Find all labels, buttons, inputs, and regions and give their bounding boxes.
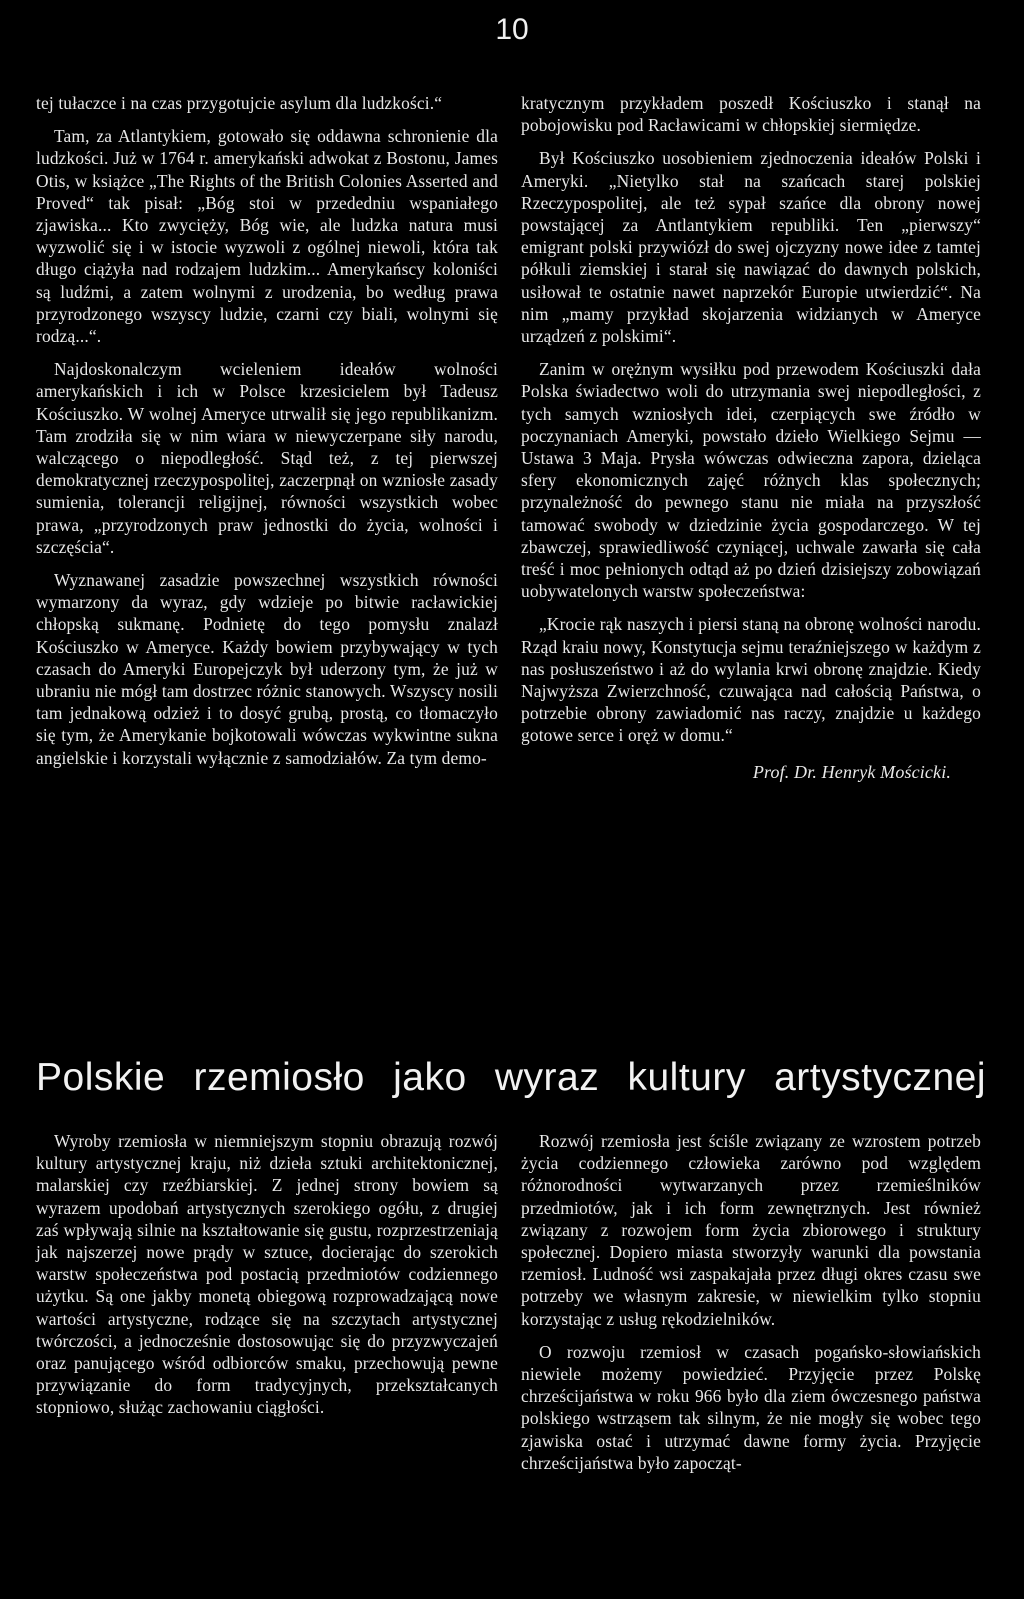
paragraph: Wyznawanej zasadzie powszechnej wszystkich równości wymarzony da wyraz, gdy wdzieje po bitwie racławickiej chłopską sukmanę. Podnietę do tego pomysłu znalazł Kościuszko w Ameryce. Każdy bowiem przybywający w tych czasach do Ameryki Europejczyk był uderzony tym, że już w ubraniu nie mógł tam dostrzec różnic stanowych. Wszyscy nosili tam jednakową odzież i to dosyć grubą, prostą, co tłomaczyło się tym, że Amerykanie bojkotowali wówczas wykwintne sukna angielskie i korzystali wyłącznie z samodziałów. Za tym demo- (36, 570, 498, 768)
article-column-right (521, 1130, 981, 1485)
paragraph: kratycznym przykładem poszedł Kościuszko i stanął na pobojowisku pod Racławicami w chłopskiej siermiędze. (521, 93, 981, 136)
article-column-left (36, 92, 498, 780)
article-column-right (521, 92, 981, 794)
paragraph: Był Kościuszko uosobieniem zjednoczenia ideałów Polski i Ameryki. „Nietylko stał na szańcach starej polskiej Rzeczypospolitej, ale też sypał szańce dla obrony nowej powstającej za Antlantykiem republiki. Ten „pierwszy“ emigrant polski przywiózł do swej ojczyzny nowe idee z tamtej półkuli ziemskiej i starał się nawiązać do dawnych polskich, usiłował te ostatnie nawet naprzekór Europie utwierdzić“. Na nim „mamy przykład skojarzenia widzianych w Ameryce urządzeń z polskimi“. (521, 148, 981, 347)
section-heading: Polskie rzemiosło jako wyraz kultury artystycznej (36, 1056, 986, 1099)
paragraph: Wyroby rzemiosła w niemniejszym stopniu obrazują rozwój kultury artystycznej kraju, niż dzieła sztuki architektonicznej, malarskiej czy rzeźbiarskiej. Z jednej strony bowiem są wyrazem upodobań artystycznych szerokiego ogółu, z drugiej zaś wpływają silnie na kształtowanie się gustu, rozprzestrzeniają jak najszerzej nowe prądy w sztuce, docierając do szerokich warstw społeczeństwa pod postacią przedmiotów codziennego użytku. Są one jakby monetą obiegową rozprowadzającą nowe wartości artystyczne, rodzące się na szczytach artystycznej twórczości, a jednocześnie dostosowując się do przyzwyczajeń oraz panującego wśród odbiorców smaku, przechowują pewne przywiązanie do form tradycyjnych, przekształcanych stopniowo, służąc zachowaniu ciągłości. (36, 1131, 498, 1418)
paragraph: Tam, za Atlantykiem, gotowało się oddawna schronienie dla ludzkości. Już w 1764 r. amerykański adwokat z Bostonu, James Otis, w książce „The Rights of the British Colonies Asserted and Proved“ tak pisał: „Bóg stoi w przededniu wspaniałego zjawiska... Kto zwycięży, Bóg wie, ale ludzka natura musi wyzwolić się i w istocie wyzwoli z ogólnej niewoli, która tak długo ciążyła nad rodzajem ludzkim... Amerykańscy koloniści są ludźmi, a zatem wolnymi z urodzenia, bo według prawa przyrodzonego wszyscy ludzie, czarni czy biali, wolnymi się rodzą...“. (36, 126, 498, 347)
paragraph: O rozwoju rzemiosł w czasach pogańsko-słowiańskich niewiele możemy powiedzieć. Przyjęcie przez Polskę chrześcijaństwa w roku 966 było dla ziem ówczesnego państwa polskiego wstrząsem tak silnym, że nie mogły się wobec tego zjawiska ostać i utrzymać dawne formy życia. Przyjęcie chrześcijaństwa było zapocząt- (521, 1341, 981, 1473)
quotation-paragraph: „Krocie rąk naszych i piersi staną na obronę wolności narodu. Rząd kraiu nowy, Konstytucja sejmu teraźniejszego w każdym z nas posłuszeństwo i aż do wylania krwi obronę znajdzie. Kiedy Najwyższa Zwierzchność, czuwająca nad całością Państwa, o potrzebie obrony zawiadomić nas raczy, znajdzie u każdego gotowe serce i oręż w domu.“ (521, 614, 981, 746)
paragraph: Najdoskonalczym wcieleniem ideałów wolności amerykańskich i ich w Polsce krzesicielem był Tadeusz Kościuszko. W wolnej Ameryce utrwalił się jego republikanizm. Tam zrodziła się w nim wiara w niewyczerpane siły narodu, walczącego o niepodległość. Stąd też, z tej pierwszej demokratycznej rzeczypospolitej, zaczerpnął on wzniosłe zasady sumienia, tolerancji religijnej, równości wszystkich wobec prawa, „przyrodzonych praw jednostki do życia, wolności i szczęścia“. (36, 359, 498, 557)
page-number: 10 (495, 13, 529, 46)
author-signature: Prof. Dr. Henryk Mościcki. (752, 761, 951, 782)
article-column-left (36, 1130, 498, 1430)
paragraph: Zanim w orężnym wysiłku pod przewodem Kościuszki dała Polska świadectwo woli do utrzymania swej niepodległości, z tych samych wzniosłych idei, czerpiących swe źródło w poczynaniach Ameryki, powstało dzieło Wielkiego Sejmu — Ustawa 3 Maja. Prysła wówczas odwieczna zapora, dzieląca sfery ekonomicznych zajęć różnych klas społecznych; przynależność do pewnego stanu nie miała na przyszłość tamować swobody w dziedzinie życia gospodarczego. W tej zbawczej, sprawiedliwość czyniącej, uchwale zawarła się cała treść i moc pełnionych odtąd aż po dzień dzisiejszy zobowiązań uobywatelonych warstw społeczeństwa: (521, 359, 981, 602)
paragraph: Rozwój rzemiosła jest ściśle związany ze wzrostem potrzeb życia codziennego człowieka zarówno pod względem różnorodności wytwarzanych przez rzemieślników przedmiotów, jak i ich form zewnętrznych. Jest również związany z rozwojem form życia zbiorowego i struktury społecznej. Dopiero miasta stworzyły warunki dla powstania rzemiosł. Ludność wsi zaspakajała przez długi okres czasu swe potrzeby we własnym zakresie, w niewielkim tylko stopniu korzystając z usług rękodzielników. (521, 1131, 981, 1329)
paragraph: tej tułaczce i na czas przygotujcie asylum dla ludzkości.“ (36, 93, 443, 113)
